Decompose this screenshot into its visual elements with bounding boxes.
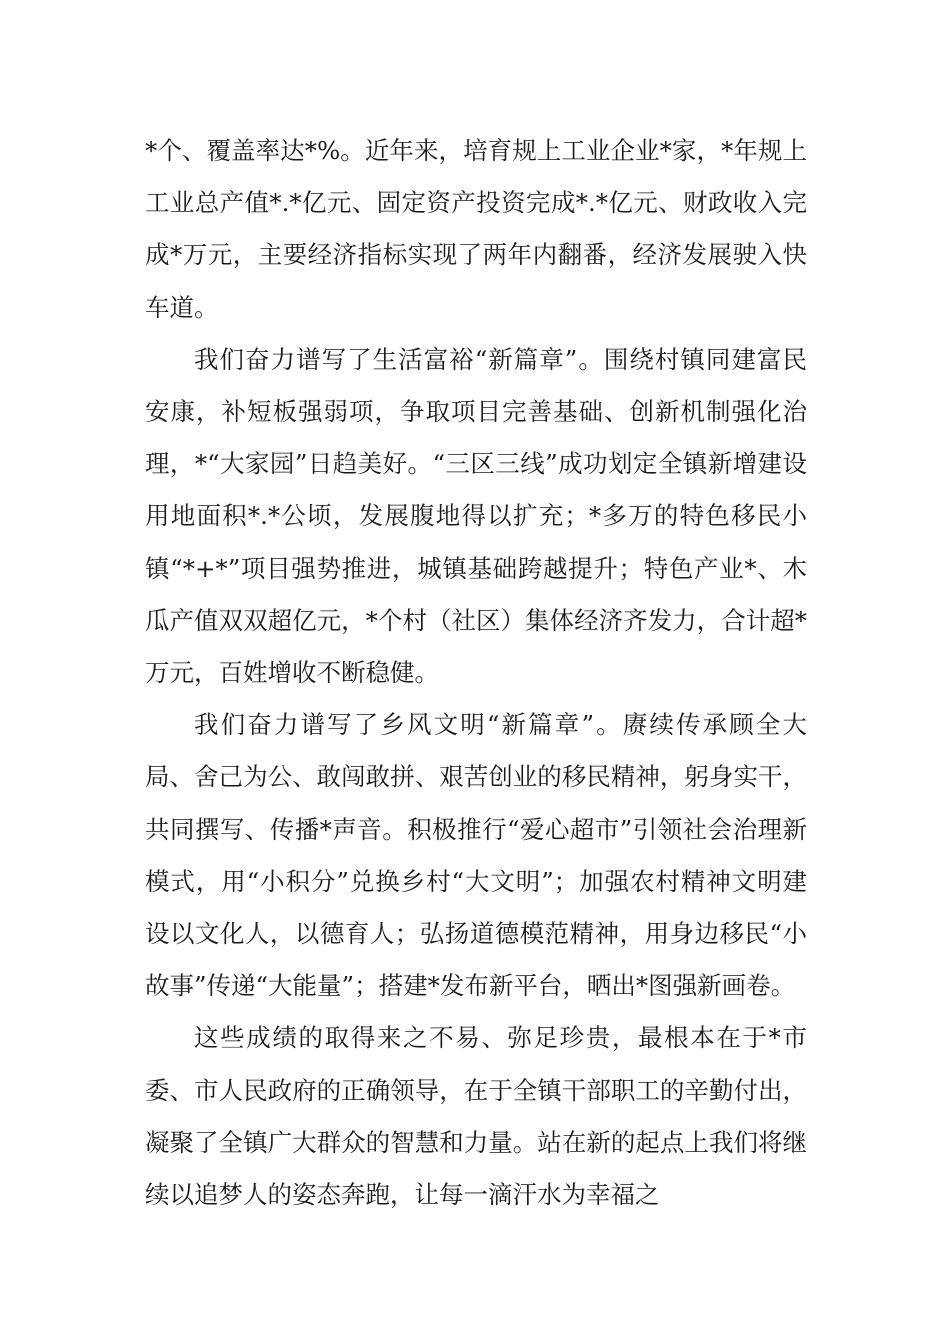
paragraph-continued: *个、覆盖率达*%。近年来，培育规上工业企业*家，*年规上工业总产值*.*亿元、固定资产投资完成*.*亿元、财政收入完成*万元，主要经济指标实现了两年内翻番，经济发展驶入快车道。 <box>145 136 807 322</box>
document-body <box>145 125 807 1221</box>
paragraph-civilization: 我们奋力谱写了乡风文明“新篇章”。赓续传承顾全大局、舍己为公、敢闯敢拼、艰苦创业的移民精神，躬身实干，共同撰写、传播*声音。积极推行“爱心超市”引领社会治理新模式，用“小积分”兑换乡村“大文明”；加强农村精神文明建设以文化人，以德育人；弘扬道德模范精神，用身边移民“小故事”传递“大能量”；搭建*发布新平台，晒出*图强新画卷。 <box>145 710 807 1001</box>
paragraph-achievements: 这些成绩的取得来之不易、弥足珍贵，最根本在于*市委、市人民政府的正确领导，在于全镇干部职工的辛勤付出，凝聚了全镇广大群众的智慧和力量。站在新的起点上我们将继续以追梦人的姿态奔跑，让每一滴汗水为幸福之 <box>145 1023 807 1210</box>
paragraph-prosperity: 我们奋力谱写了生活富裕“新篇章”。围绕村镇同建富民安康，补短板强弱项，争取项目完善基础、创新机制强化治理，*“大家园”日趋美好。“三区三线”成功划定全镇新增建设用地面积*.*公顷，发展腹地得以扩充；*多万的特色移民小镇“*+*”项目强势推进，城镇基础跨越提升；特色产业*、木瓜产值双双超亿元，*个村（社区）集体经济齐发力，合计超*万元，百姓增收不断稳健。 <box>145 344 807 688</box>
